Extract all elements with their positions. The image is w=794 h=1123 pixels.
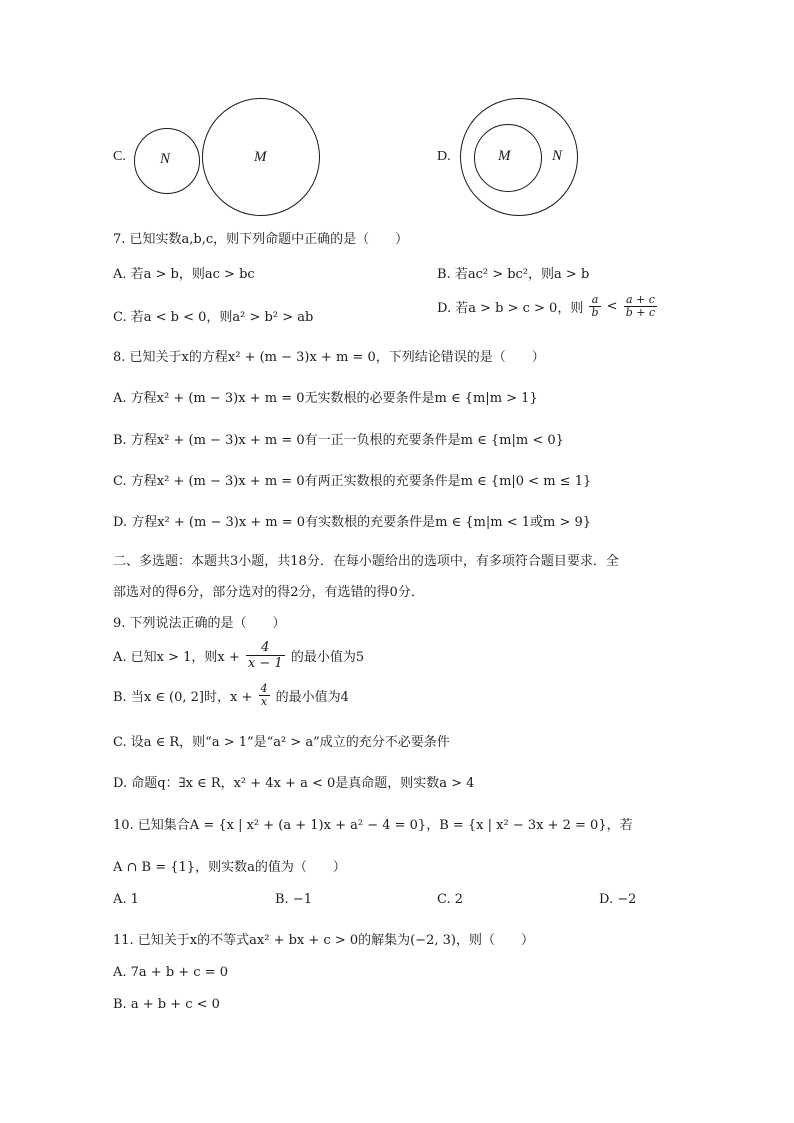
q7-d-prefix: D. 若a > b > c > 0，则 — [437, 301, 584, 316]
q9-a-fraction — [246, 640, 285, 671]
section2-line2: 部选对的得6分，部分选对的得2分，有选错的得0分． — [113, 585, 424, 600]
q7-d-less-than: < — [606, 299, 618, 314]
q11-stem: 11. 已知关于x的不等式ax² + bx + c > 0的解集为(−2, 3)，则（ ） — [113, 933, 534, 948]
q9-stem: 9. 下列说法正确的是（ ） — [113, 616, 286, 631]
q8-option-c: C. 方程x² + (m − 3)x + m = 0有两正实数根的充要条件是m ∈ {m|0 < m ≤ 1} — [113, 474, 592, 489]
q8-option-a: A. 方程x² + (m − 3)x + m = 0无实数根的必要条件是m ∈ {m|m > 1} — [113, 391, 538, 406]
q7-d-frac1-num: a — [589, 294, 600, 307]
q7-option-d — [437, 294, 659, 319]
q7-d-fraction-1 — [589, 294, 600, 319]
q9-option-d: D. 命题q：∃x ∈ R，x² + 4x + a < 0是真命题，则实数a > 4 — [113, 776, 475, 791]
q10-option-d: D. −2 — [599, 892, 637, 907]
q10-stem-line1: 10. 已知集合A = {x | x² + (a + 1)x + a² − 4 = 0}，B = {x | x² − 3x + 2 = 0}，若 — [113, 818, 633, 833]
label-m-inner: M — [498, 148, 511, 164]
option-d-label: D. — [437, 149, 451, 164]
q8-option-d: D. 方程x² + (m − 3)x + m = 0有实数根的充要条件是m ∈ {m|m < 1或m > 9} — [113, 515, 592, 530]
q10-stem-line2: A ∩ B = {1}，则实数a的值为（ ） — [113, 860, 346, 875]
q10-option-b: B. −1 — [275, 892, 312, 907]
q9-a-den: x − 1 — [247, 656, 283, 671]
q9-option-a — [113, 640, 364, 671]
q9-option-b — [113, 683, 349, 708]
q8-option-b: B. 方程x² + (m − 3)x + m = 0有一正一负根的充要条件是m ∈ {m|m < 0} — [113, 433, 564, 448]
q9-b-suffix: 的最小值为4 — [275, 690, 349, 705]
option-c-label: C. — [113, 149, 126, 164]
q7-option-c: C. 若a < b < 0，则a² > b² > ab — [113, 310, 314, 325]
q7-option-b: B. 若ac² > bc²，则a > b — [437, 267, 590, 282]
q7-d-frac2-num: a + c — [624, 294, 657, 307]
q8-stem: 8. 已知关于x的方程x² + (m − 3)x + m = 0，下列结论错误的是（ ） — [113, 350, 545, 365]
q7-stem: 7. 已知实数a,b,c，则下列命题中正确的是（ ） — [113, 232, 409, 247]
q9-a-num: 4 — [246, 640, 285, 656]
q9-option-c: C. 设a ∈ R，则“a > 1”是“a² > a”成立的充分不必要条件 — [113, 735, 450, 750]
q9-b-den: x — [260, 695, 268, 708]
q7-d-fraction-2 — [624, 294, 657, 319]
q9-a-prefix: A. 已知x > 1，则x + — [113, 650, 240, 665]
q9-a-suffix: 的最小值为5 — [290, 650, 365, 665]
label-n-outer: N — [552, 148, 563, 164]
q9-b-num: 4 — [260, 682, 268, 695]
section2-line1: 二、多选题：本题共3小题，共18分．在每小题给出的选项中，有多项符合题目要求．全 — [113, 554, 619, 569]
label-m: M — [254, 149, 267, 165]
label-n: N — [160, 151, 171, 167]
q11-option-b: B. a + b + c < 0 — [113, 997, 220, 1012]
q7-d-frac1-den: b — [591, 306, 599, 319]
q7-option-a: A. 若a > b，则ac > bc — [113, 267, 255, 282]
q7-d-frac2-den: b + c — [625, 306, 656, 319]
q9-b-fraction — [259, 683, 270, 708]
q11-option-a: A. 7a + b + c = 0 — [113, 965, 229, 980]
q10-option-a: A. 1 — [113, 892, 139, 907]
q9-b-prefix: B. 当x ∈ (0, 2]时，x + — [113, 690, 253, 705]
q10-option-c: C. 2 — [437, 892, 464, 907]
